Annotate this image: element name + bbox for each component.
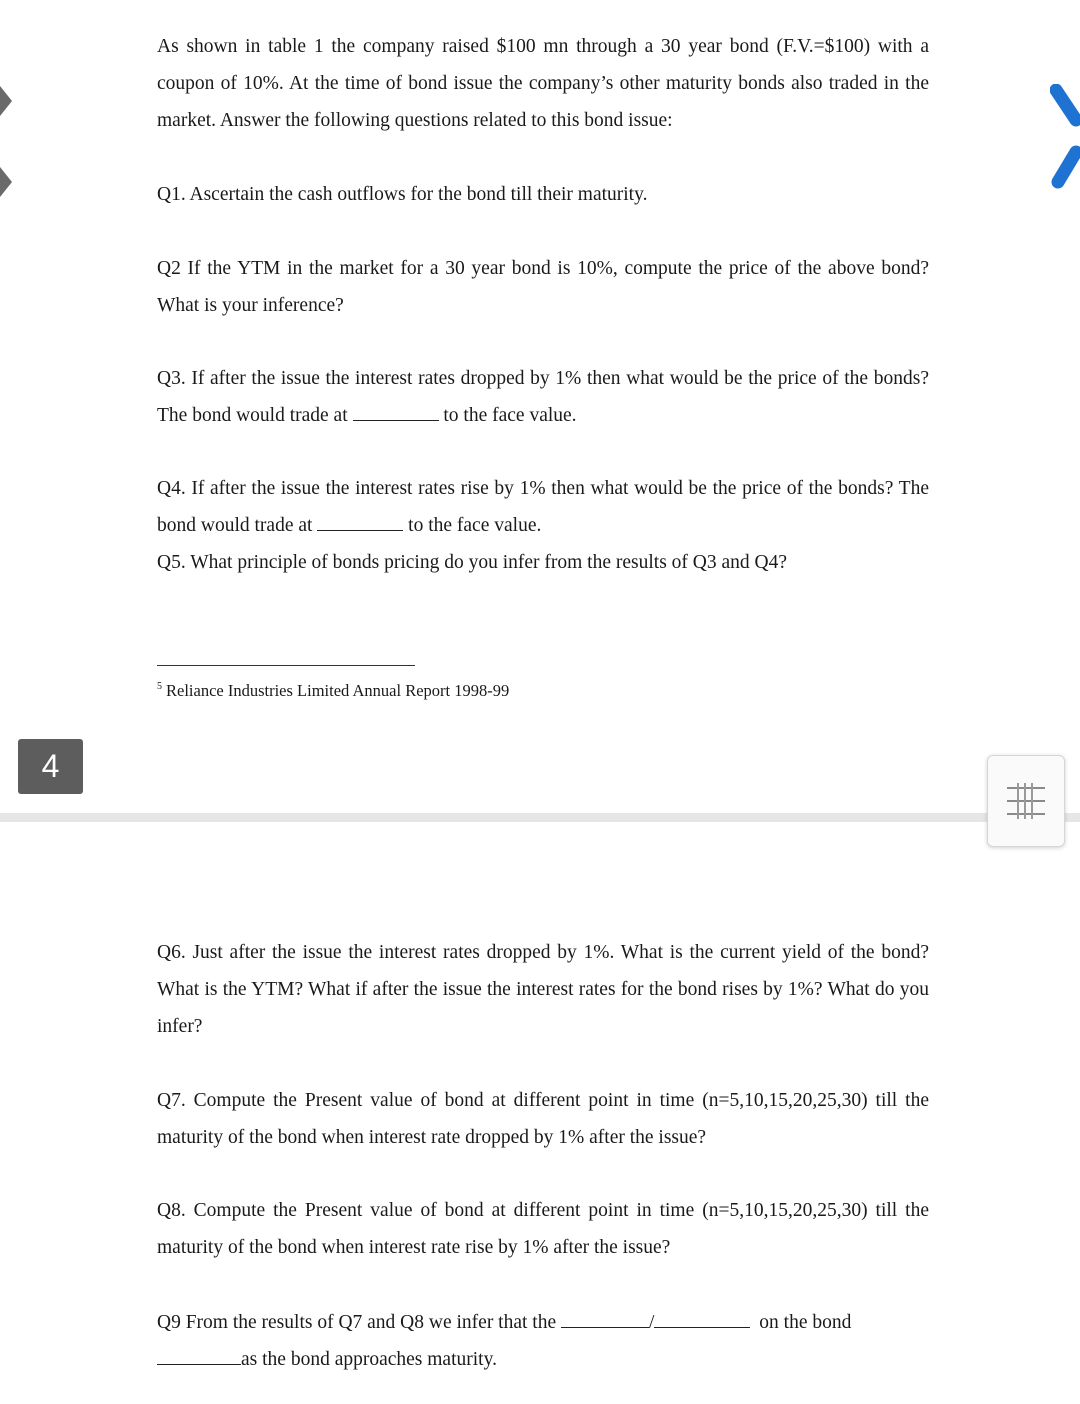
q8-text: Q8. Compute the Present value of bond at different point in time (n=5,10,15,20,25,30) till the maturity of the bond when interest rate rise by 1% after the issue?: [157, 1200, 929, 1258]
footnote-text: Reliance Industries Limited Annual Report 1998-99: [166, 681, 510, 700]
pdf-page-lower: [0, 822, 1080, 1404]
question-1: [157, 176, 929, 213]
footnote: [157, 676, 509, 702]
intro-text: As shown in table 1 the company raised $100 mn through a 30 year bond (F.V.=$100) with a coupon of 10%. At the time of bond issue the company’s other maturity bonds also traded in the market. Answer the following questions related to this bond issue:: [157, 36, 929, 131]
page-mark-icon[interactable]: [1050, 138, 1080, 192]
q1-text: Q1. Ascertain the cash outflows for the bond till their maturity.: [157, 184, 648, 205]
q5-text: Q5. What principle of bonds pricing do you infer from the results of Q3 and Q4?: [157, 552, 787, 573]
q4-answer-blank: [317, 510, 403, 531]
question-2: [157, 250, 929, 324]
page-number-indicator: [18, 739, 83, 794]
question-7: [157, 1082, 929, 1156]
q2-text: Q2 If the YTM in the market for a 30 year bond is 10%, compute the price of the above bond? What is your inference?: [157, 258, 929, 316]
page-number: 4: [41, 748, 60, 784]
question-5: [157, 544, 929, 581]
q9-slash: /: [649, 1312, 655, 1333]
question-3: [157, 360, 929, 434]
q9-text: Q9 From the results of Q7 and Q8 we infer that the: [157, 1312, 557, 1333]
question-9: [157, 1304, 929, 1378]
viewer-menu-button[interactable]: [987, 755, 1065, 847]
question-8: [157, 1192, 929, 1266]
footnote-divider: [157, 665, 415, 666]
question-4: [157, 470, 929, 544]
page-separator: [0, 813, 1080, 822]
left-page-arrow-icon[interactable]: [0, 167, 14, 197]
q3-tail: to the face value.: [443, 405, 577, 426]
q7-text: Q7. Compute the Present value of bond at different point in time (n=5,10,15,20,25,30) till the maturity of the bond when interest rate dropped by 1% after the issue?: [157, 1090, 929, 1148]
q9-answer-blank-3: [157, 1344, 241, 1365]
q9-answer-blank-1: [561, 1307, 649, 1328]
question-6: [157, 934, 929, 1045]
intro-paragraph: [157, 28, 929, 139]
q3-text: Q3. If after the issue the interest rates dropped by 1% then what would be the price of the bonds? The bond would trade at: [157, 368, 929, 426]
q9-mid: on the bond: [759, 1312, 852, 1333]
q9-tail: as the bond approaches maturity.: [241, 1349, 497, 1370]
q4-text: Q4. If after the issue the interest rates rise by 1% then what would be the price of the bonds? The bond would trade at: [157, 478, 929, 536]
left-page-arrow-icon[interactable]: [0, 86, 14, 116]
q3-answer-blank: [353, 400, 439, 421]
hamburger-menu-icon: [1003, 781, 1049, 821]
q6-text: Q6. Just after the issue the interest rates dropped by 1%. What is the current yield of the bond? What is the YTM? What if after the issue the interest rates for the bond rises by 1%? What do you infer?: [157, 942, 929, 1037]
q9-answer-blank-2: [654, 1307, 750, 1328]
page-mark-icon[interactable]: [1050, 84, 1080, 138]
q4-tail: to the face value.: [408, 515, 542, 536]
footnote-marker: 5: [157, 681, 162, 692]
